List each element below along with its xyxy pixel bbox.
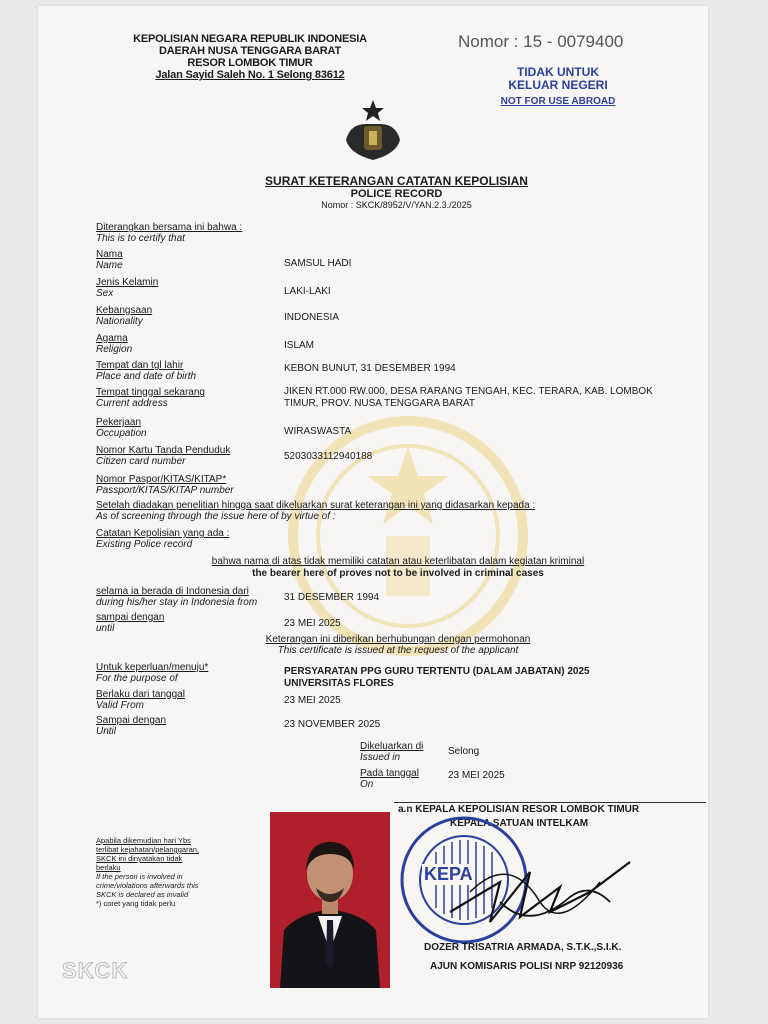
signature-separator <box>394 802 706 803</box>
stamp-line-3: NOT FOR USE ABROAD <box>500 96 616 107</box>
label-text: Untuk keperluan/menuju* <box>96 662 209 673</box>
label-text: Nationality <box>96 316 143 327</box>
label-text: Nomor Kartu Tanda Penduduk <box>96 445 231 456</box>
label-text: Passport/KITAS/KITAP number <box>96 485 234 496</box>
side-note-indonesian: Apabila dikemudian hari Ybs terlibat kejahatan/pelanggaran, SKCK ini dinyatakan tidak berlaku <box>96 836 199 872</box>
label-text: Pada tanggal <box>360 768 419 779</box>
institution-header <box>100 33 400 81</box>
field-value-sex: LAKI-LAKI <box>284 286 331 297</box>
label-text: sampai dengan <box>96 612 165 623</box>
header-address: Jalan Sayid Saleh No. 1 Selong 83612 <box>155 69 345 81</box>
valid-from-label <box>96 689 185 711</box>
label-text: Current address <box>96 398 168 409</box>
label-text: Catatan Kepolisian yang ada : <box>96 528 230 539</box>
label-text: until <box>96 623 115 634</box>
purpose-value <box>284 666 590 690</box>
label-text: Pekerjaan <box>96 417 142 428</box>
document-title <box>38 174 755 210</box>
issued-on-label <box>360 768 419 790</box>
applicant-photo <box>270 812 390 988</box>
screening-note <box>96 500 656 522</box>
valid-until-value: 23 NOVEMBER 2025 <box>284 719 381 730</box>
signatory-behalf: a.n KEPALA KEPOLISIAN RESOR LOMBOK TIMUR <box>398 804 640 815</box>
label-text: Citizen card number <box>96 456 186 467</box>
signature-icon <box>440 842 640 947</box>
signatory-unit: KEPALA SATUAN INTELKAM <box>450 818 589 829</box>
label-text: Sex <box>96 288 114 299</box>
title-english: POLICE RECORD <box>350 188 443 200</box>
signatory-name: DOZER TRISATRIA ARMADA, S.T.K.,S.I.K. <box>424 942 622 953</box>
intro-indonesian: Diterangkan bersama ini bahwa : <box>96 222 243 233</box>
field-value-occupation: WIRASWASTA <box>284 426 352 437</box>
intro-english: This is to certify that <box>96 233 185 244</box>
stay-from-label <box>96 586 257 608</box>
label-text: Berlaku dari tanggal <box>96 689 185 700</box>
label-text: bahwa nama di atas tidak memiliki catatan atau keterlibatan dalam kegiatan kriminal <box>211 556 585 567</box>
valid-until-label <box>96 715 166 737</box>
stamp-ring-text: KEPA <box>424 864 473 884</box>
label-text: Name <box>96 260 123 271</box>
label-text: This certificate is issued at the request of the applicant <box>277 645 519 656</box>
title-indonesian: SURAT KETERANGAN CATATAN KEPOLISIAN <box>265 174 528 188</box>
label-text: Keterangan ini diberikan berhubungan dengan permohonan <box>265 634 531 645</box>
document-serial-number: Nomor : 15 - 0079400 <box>458 32 624 51</box>
field-label-sex <box>96 277 158 299</box>
side-note-english: If the person is involved in crime/violations afterwards this SKCK is declared as invalid <box>96 872 199 899</box>
field-label-religion <box>96 333 132 355</box>
label-text: Place and date of birth <box>96 371 197 382</box>
label-text: the bearer here of proves not to be involved in criminal cases <box>252 568 544 579</box>
intro-block <box>96 222 242 244</box>
field-label-name <box>96 249 123 271</box>
purpose-label <box>96 662 208 684</box>
stay-until-value: 23 MEI 2025 <box>284 618 341 629</box>
issued-on-value: 23 MEI 2025 <box>448 770 505 781</box>
header-line-3: RESOR LOMBOK TIMUR <box>187 57 313 69</box>
label-text: Agama <box>96 333 128 344</box>
label-text: Kebangsaan <box>96 305 153 316</box>
purpose-value-line-2: UNIVERSITAS FLORES <box>284 678 394 689</box>
label-text: Tempat dan tgl lahir <box>96 360 184 371</box>
side-note-footnote: *) coret yang tidak perlu <box>96 899 176 908</box>
criminal-record-statement <box>188 556 608 580</box>
field-value-birth: KEBON BUNUT, 31 DESEMBER 1994 <box>284 363 456 374</box>
field-label-occupation <box>96 417 147 439</box>
label-text: For the purpose of <box>96 673 178 684</box>
issued-in-value: Selong <box>448 746 480 757</box>
issued-in-label <box>360 741 423 763</box>
field-value-nationality: INDONESIA <box>284 312 340 323</box>
label-text: On <box>360 779 374 790</box>
label-text: Occupation <box>96 428 147 439</box>
not-for-abroad-stamp <box>483 66 633 108</box>
existing-record-label <box>96 528 229 550</box>
label-text: Nomor Paspor/KITAS/KITAP* <box>96 474 227 485</box>
header-line-1: KEPOLISIAN NEGARA REPUBLIK INDONESIA <box>133 33 367 45</box>
label-text: selama ia berada di Indonesia dari <box>96 586 249 597</box>
stamp-line-2: KELUAR NEGERI <box>508 78 608 92</box>
label-text: Setelah diadakan penelitian hingga saat dikeluarkan surat keterangan ini yang didasarkan kepada : <box>96 500 536 511</box>
label-text: As of screening through the issue here of by virtue of : <box>96 511 336 522</box>
field-value-address: JIKEN RT.000 RW.000, DESA RARANG TENGAH, KEC. TERARA, KAB. LOMBOK TIMUR, PROV. NUSA TENGGARA BARAT <box>284 386 653 409</box>
label-text: Tempat tinggal sekarang <box>96 387 205 398</box>
field-label-birth <box>96 360 196 382</box>
label-text: Nama <box>96 249 123 260</box>
label-text: Existing Police record <box>96 539 193 550</box>
request-note <box>188 634 608 656</box>
police-emblem-icon <box>336 98 410 169</box>
document-number: Nomor : SKCK/8952/V/YAN.2.3./2025 <box>321 200 472 210</box>
field-label-id-card <box>96 445 230 467</box>
purpose-value-line-1: PERSYARATAN PPG GURU TERTENTU (DALAM JABATAN) 2025 <box>284 666 590 677</box>
field-label-passport <box>96 474 234 496</box>
skck-watermark-text: SKCK <box>62 958 129 983</box>
field-value-id-card: 5203033112940188 <box>284 451 373 462</box>
label-text: Until <box>96 726 117 737</box>
side-note <box>96 836 206 908</box>
header-line-2: DAERAH NUSA TENGGARA BARAT <box>159 45 341 57</box>
field-label-nationality <box>96 305 152 327</box>
label-text: during his/her stay in Indonesia from <box>96 597 258 608</box>
label-text: Valid From <box>96 700 144 711</box>
label-text: Issued in <box>360 752 401 763</box>
label-text: Sampai dengan <box>96 715 167 726</box>
field-value-name: SAMSUL HADI <box>284 258 352 269</box>
police-record-document <box>38 6 708 1018</box>
stay-until-label <box>96 612 164 634</box>
field-value-religion: ISLAM <box>284 340 315 351</box>
label-text: Jenis Kelamin <box>96 277 159 288</box>
signatory-rank: AJUN KOMISARIS POLISI NRP 92120936 <box>430 961 624 972</box>
label-text: Dikeluarkan di <box>360 741 424 752</box>
field-label-address <box>96 387 205 409</box>
stay-from-value: 31 DESEMBER 1994 <box>284 592 380 603</box>
valid-from-value: 23 MEI 2025 <box>284 695 341 706</box>
stamp-line-1: TIDAK UNTUK <box>517 65 599 79</box>
label-text: Religion <box>96 344 133 355</box>
